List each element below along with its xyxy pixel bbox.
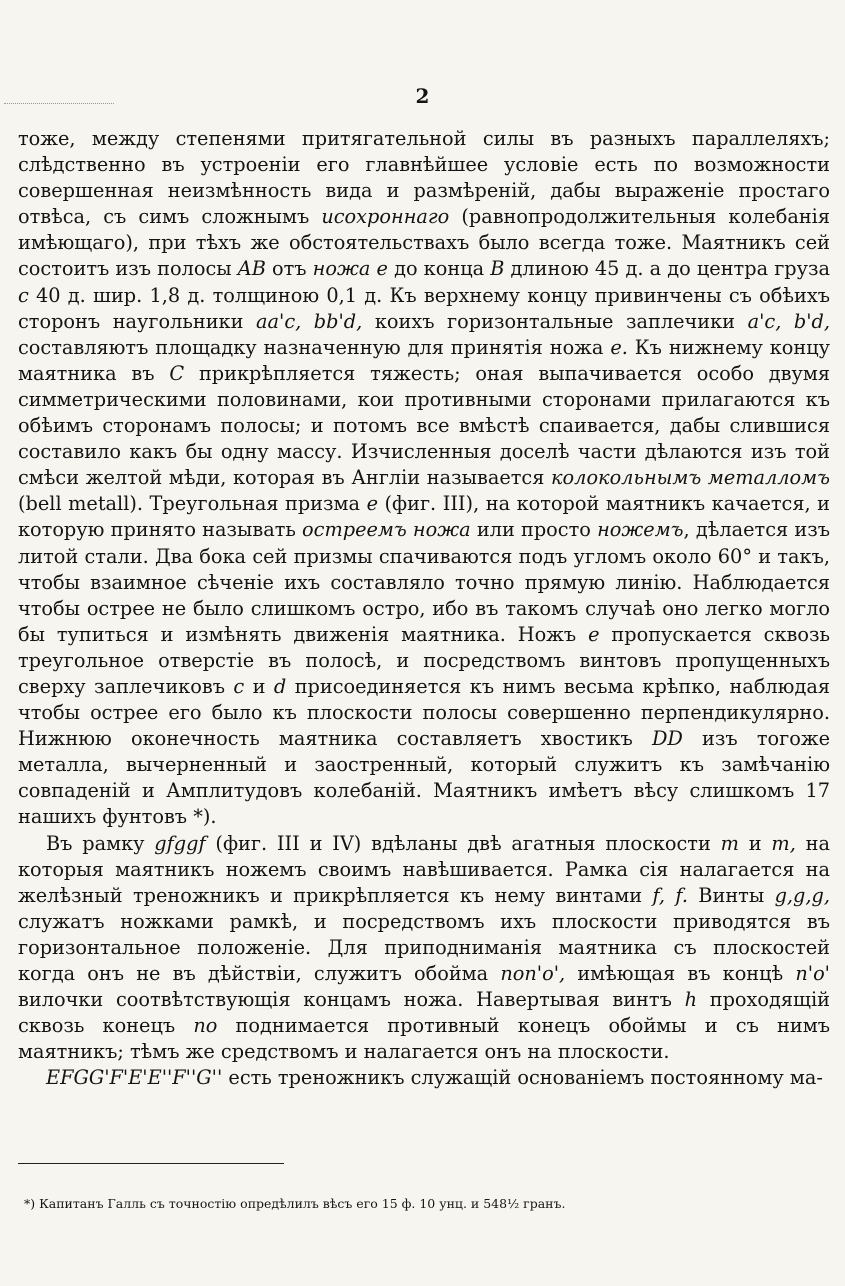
text-run: отъ bbox=[265, 257, 313, 281]
text-run: (bell metall). Треугольная призма bbox=[18, 492, 367, 516]
text-run: и bbox=[244, 674, 274, 698]
text-run: и bbox=[738, 831, 772, 855]
header-rule bbox=[4, 103, 114, 104]
footnote: *) Капитанъ Галль съ точностію опредѣлилъ вѣсъ его 15 ф. 10 унц. и 548½ гранъ. bbox=[24, 1196, 566, 1211]
italic-term: g,g,g, bbox=[774, 883, 830, 907]
text-run: коихъ горизонтальные заплечики bbox=[362, 309, 748, 333]
text-run: прикрѣпляется тяжесть; оная выпачивается особо двумя симметрическими половинами, кои противными сторонами прилагаются къ обѣимъ сторонамъ полосы; и потомъ все вмѣстѣ спаивается, дабы слившися составило какъ бы одну массу. Изчисленныя доселѣ части дѣлаются изъ той смѣси желтой мѣди, которая въ Англіи называется bbox=[18, 361, 831, 490]
text-run: до конца bbox=[387, 257, 491, 281]
text-run: длиною 45 д. а до центра груза bbox=[504, 257, 830, 281]
italic-term: a'c, b'd, bbox=[747, 309, 831, 333]
italic-term: EFGG'F'E'E''F''G'' bbox=[46, 1066, 223, 1090]
text-run: вилочки соотвѣтствующія концамъ ножа. Навертывая винтъ bbox=[18, 988, 685, 1012]
italic-term: e. bbox=[610, 335, 628, 359]
italic-term: c bbox=[18, 283, 29, 307]
italic-term: B bbox=[490, 257, 505, 281]
italic-term: ножа e bbox=[312, 257, 388, 281]
italic-term: исохроннаго bbox=[321, 205, 450, 229]
italic-term: c bbox=[233, 674, 245, 698]
text-run: Винты bbox=[687, 883, 775, 907]
italic-term: non'o', bbox=[500, 962, 566, 985]
footnote-rule bbox=[18, 1163, 284, 1164]
text-run: изъ тогоже металла, вычерненный и заостренный, который служитъ къ замѣчанію совпаденій и Амплитудовъ колебаній. Маятникъ имѣетъ вѣсу слишкомъ 17 нашихъ фунтовъ *). bbox=[18, 727, 830, 829]
italic-term: m bbox=[720, 831, 739, 855]
page-number: 2 bbox=[415, 84, 430, 108]
text-run: есть треножникъ служащій основаніемъ постоянному ма- bbox=[222, 1066, 823, 1090]
italic-term: остреемъ ножа bbox=[302, 518, 471, 542]
italic-term: d bbox=[273, 674, 287, 698]
italic-term: C bbox=[169, 361, 185, 385]
text-run: (фиг. III), на которой маятникъ качается, и которую принято называть bbox=[18, 492, 830, 542]
text-run: 40 д. шир. 1,8 д. толщиною 0,1 д. Къ верхнему концу привинчены съ обѣихъ сторонъ наугольники bbox=[18, 283, 830, 333]
text-run: служатъ ножками рамкѣ, и посредствомъ ихъ плоскости приводятся въ горизонтальное положеніе. Для приподниманія маятника съ плоскостей когда онъ не въ дѣйствіи, служитъ обойма bbox=[18, 909, 830, 985]
italic-term: колокольнымъ металломъ bbox=[551, 466, 831, 490]
italic-term: m, bbox=[771, 831, 796, 855]
italic-term: f, f. bbox=[652, 883, 688, 907]
text-run: (равнопродолжительныя колебанія имѣющаго), при тѣхъ же обстоятельствахъ было всегда тоже. Маятникъ сей состоитъ изъ полосы bbox=[18, 205, 830, 281]
text-run: составляютъ площадку назначенную для принятія ножа bbox=[18, 335, 611, 359]
text-run: Въ рамку bbox=[46, 831, 155, 855]
text-run: или просто bbox=[470, 518, 598, 542]
italic-term: e bbox=[366, 492, 378, 516]
italic-term: aa'c, bb'd, bbox=[256, 309, 363, 333]
text-run: пропускается сквозь треугольное отверстіе въ полосѣ, и посредствомъ винтовъ пропущенныхъ сверху заплечиковъ bbox=[18, 622, 830, 698]
text-run: Къ нижнему концу маятника въ bbox=[18, 335, 831, 385]
italic-term: AB bbox=[237, 257, 266, 281]
text-run: имѣющая въ концѣ bbox=[565, 962, 796, 985]
italic-term: e bbox=[588, 622, 600, 646]
text-run: , дѣлается изъ литой стали. Два бока сей призмы спачиваются подъ угломъ около 60° и такъ, чтобы взаимное сѣченіе ихъ составляло точно прямую линію. Наблюдается чтобы острее не было слишкомъ остро, ибо въ такомъ случаѣ оно легко могло бы тупиться и измѣнять движенія маятника. Ножъ bbox=[18, 518, 830, 646]
italic-term: DD bbox=[651, 727, 683, 751]
italic-term: ножемъ bbox=[597, 518, 684, 542]
text-run: тоже, между степенями притягательной силы въ разныхъ параллеляхъ; слѣдственно въ устроеніи его главнѣйшее условіе есть по возможности совершенная неизмѣнность вида и размѣреній, дабы выраженіе простаго отвѣса, съ симъ сложнымъ bbox=[18, 127, 830, 229]
text-run: присоединяется къ нимъ весьма крѣпко, наблюдая чтобы острее его было къ плоскости полосы совершенно перпендикулярно. Нижнюю оконечность маятника составляетъ хвостикъ bbox=[18, 674, 830, 751]
italic-term: h bbox=[684, 988, 697, 1012]
paragraph-1 bbox=[18, 126, 830, 831]
paragraph-3 bbox=[18, 1065, 830, 1091]
text-run: (фиг. III и IV) вдѣланы двѣ агатныя плоскости bbox=[205, 831, 721, 855]
italic-term: no bbox=[193, 1014, 218, 1038]
italic-term: gfggf bbox=[154, 831, 206, 855]
body-text bbox=[18, 126, 830, 1091]
paragraph-2 bbox=[18, 831, 830, 1066]
text-run: поднимается противный конецъ обоймы и съ нимъ маятникъ; тѣмъ же средствомъ и налагается онъ на плоскости. bbox=[18, 1014, 830, 1064]
text-run: на которыя маятникъ ножемъ своимъ навѣшивается. Рамка сія налагается на желѣзный треножникъ и прикрѣпляется къ нему винтами bbox=[18, 831, 831, 907]
text-run: проходящій сквозь конецъ bbox=[18, 988, 830, 1038]
italic-term: n'o' bbox=[795, 962, 830, 985]
